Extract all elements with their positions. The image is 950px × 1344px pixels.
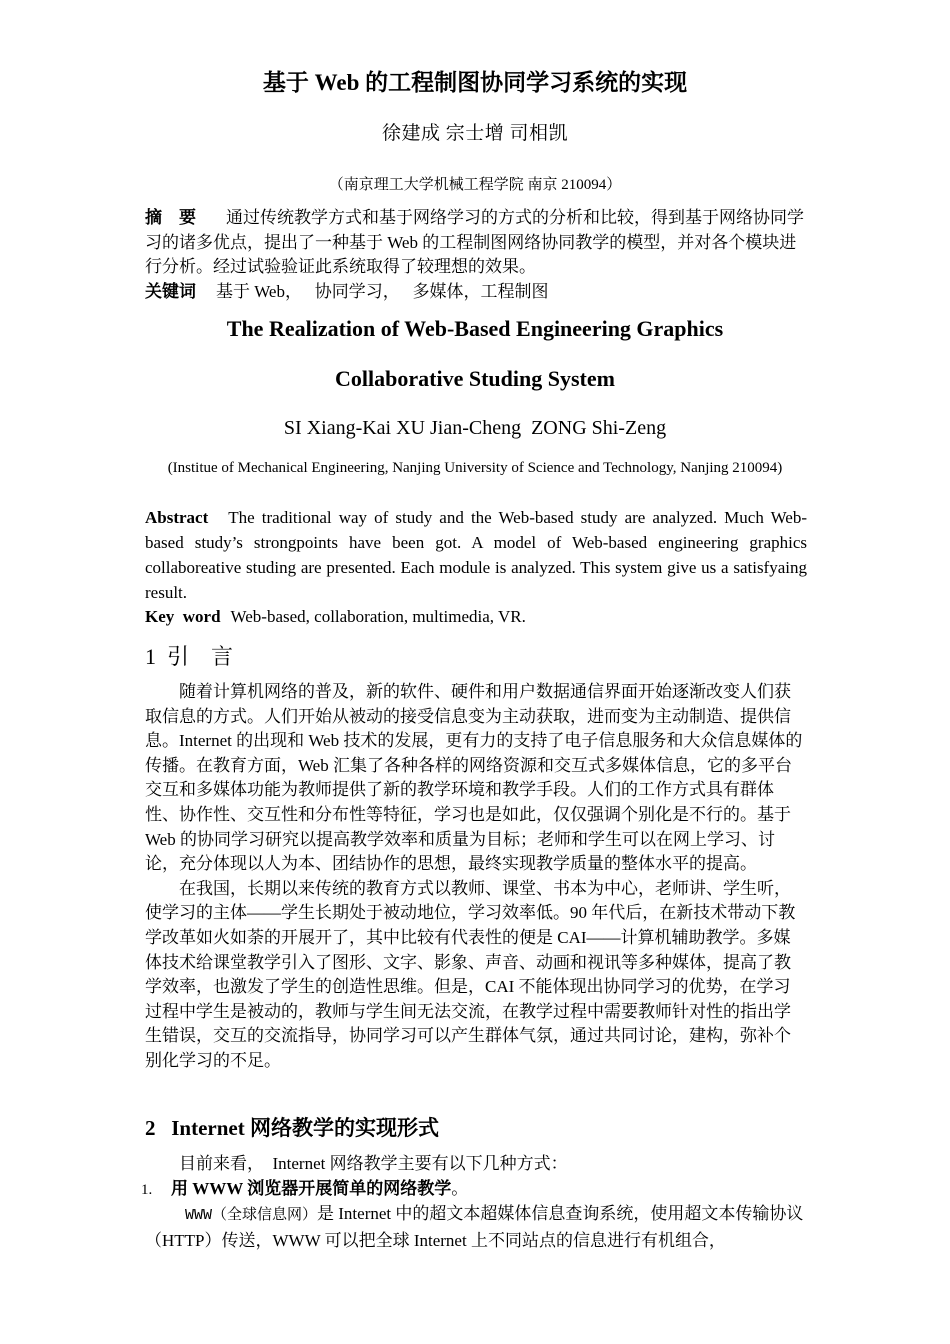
list-item-number: 1.: [141, 1181, 153, 1198]
section-1-body: [145, 680, 807, 1074]
keywords-cn-label: 关键词: [145, 282, 196, 301]
list-item-title-end: 。: [451, 1178, 469, 1198]
section-2-paragraph: [145, 1202, 860, 1253]
paper-title-cn: 基于 Web 的工程制图协同学习系统的实现: [262, 70, 688, 95]
authors-cn: 徐建成 宗士增 司相凯: [381, 123, 568, 144]
keywords-en-label: Key word: [145, 607, 221, 626]
keywords-cn-text: 基于 Web， 协同学习， 多媒体，工程制图: [216, 282, 549, 301]
authors-en: SI Xiang-Kai XU Jian-Cheng ZONG Shi-Zeng: [283, 417, 667, 439]
section-1-heading: 1 引 言: [145, 644, 234, 669]
paragraph-text: 是 Internet 中的超文本超媒体信息查询系统，使用超文本传输协议（HTTP）传送，WWW 可以把全球 Internet 上不同站点的信息进行有机组合，: [145, 1204, 804, 1250]
affiliation-en: (Institue of Mechanical Engineering, Nanjing University of Science and Technology, Nanjing 210094): [167, 460, 783, 476]
paper-title-en-line2: Collaborative Studing System: [335, 366, 615, 391]
section-1-paragraph: 在我国，长期以来传统的教育方式以教师、课堂、书本为中心，老师讲、学生听，使学习的主体——学生长期处于被动地位，学习效率低。90 年代后，在新技术带动下教学改革如火如荼的开展开了，其中比较有代表性的便是 CAI——计算机辅助教学。多媒体技术给课堂教学引入了图形、文字、影象、声音、动画和视讯等多种媒体，提高了教学效率，也激发了学生的创造性思维。但是，CAI 不能体现出协同学习的优势，在学习过程中学生是被动的，教师与学生间无法交流，在教学过程中需要教师针对性的指出学生错误，交互的交流指导，协同学习可以产生群体气氛，通过共同讨论，建构，弥补个别化学习的不足。: [145, 878, 796, 1070]
keywords-en: [145, 604, 807, 629]
abstract-en: [145, 505, 807, 605]
section-2-intro: 目前来看， Internet 网络教学主要有以下几种方式：: [179, 1154, 568, 1173]
list-item-title: 用 WWW 浏览器开展简单的网络教学: [171, 1178, 452, 1198]
abstract-cn: [145, 206, 807, 280]
abstract-en-text: The traditional way of study and the Web-based study are analyzed. Much Web-based study’s strongpoints have been got. A model of Web-based engineering graphics collaboreative studing are presented. Each module is analyzed. This system give us a satisfyaing result.: [145, 508, 807, 602]
paper-title-en-line1: The Realization of Web-Based Engineering Graphics: [226, 316, 724, 341]
abstract-en-label: Abstract: [145, 508, 209, 527]
keywords-en-text: Web-based, collaboration, multimedia, VR.: [230, 607, 526, 626]
abstract-cn-label: 摘 要: [145, 208, 196, 227]
affiliation-cn: （南京理工大学机械工程学院 南京 210094）: [328, 177, 622, 193]
section-1-paragraph: 随着计算机网络的普及，新的软件、硬件和用户数据通信界面开始逐渐改变人们获取信息的方式。人们开始从被动的接受信息变为主动获取，进而变为主动制造、提供信息。Internet 的出现和 Web 技术的发展，更有力的支持了电子信息服务和大众信息媒体的传播。在教育方面，Web 汇集了各种各样的网络资源和交互式多媒体信息，它的多平台交互和多媒体功能为教师提供了新的教学环境和教学手段。人们的工作方式具有群体性、协作性、交互性和分布性等特征，学习也是如此，仅仅强调个别化是不行的。基于 Web 的协同学习研究以提高教学效率和质量为目标；老师和学生可以在网上学习、讨论，充分体现以人为本、团结协作的思想，最终实现教学质量的整体水平的提高。: [145, 682, 803, 874]
keywords-cn: [145, 280, 845, 305]
section-2-body: [141, 1152, 860, 1253]
paragraph-lead: WWW（全球信息网）: [185, 1207, 318, 1225]
abstract-cn-text: 通过传统教学方式和基于网络学习的方式的分析和比较，得到基于网络协同学习的诸多优点，提出了一种基于 Web 的工程制图网络协同教学的模型，并对各个模块进行分析。经过试验验证此系统取得了较理想的效果。: [145, 208, 804, 276]
section-2-heading: 2 Internet 网络教学的实现形式: [145, 1116, 439, 1140]
section-2-list-item: [141, 1177, 860, 1203]
